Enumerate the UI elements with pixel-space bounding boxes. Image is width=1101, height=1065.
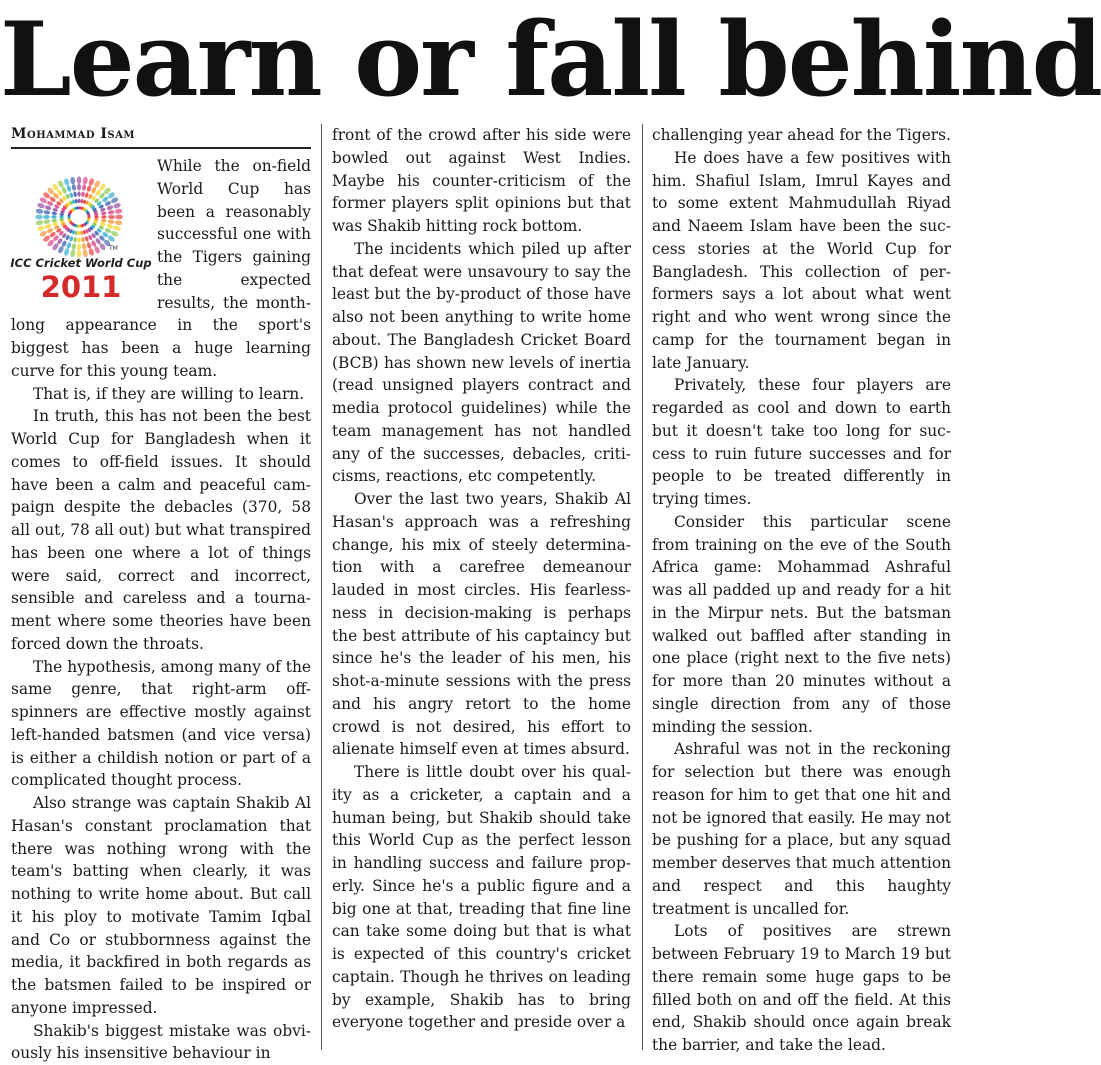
article-paragraph: Shakib's biggest mistake was obviously his insensitive behaviour in: [11, 1020, 311, 1065]
article-paragraph: There is little doubt over his quality as a cricketer, a captain and a human being, but Shakib should take this World Cup as the perfect lesson in handling success and failure properly. Since he's a public figure and a big one at that, treading that fine line can take some doing but that is what is expected of this country's cricket captain. Though he thrives on leading by example, Shakib has to bring everyone together and preside over a: [332, 761, 631, 1034]
article-column-3: [652, 124, 951, 1050]
world-cup-logo: [11, 155, 151, 305]
article-paragraph: Ashraful was not in the reckoning for selection but there was enough reason for him to get that one hit and not be ignored that easily. He may not be pushing for a place, but any squad member deserves that much attention and respect and this haughty treatment is uncalled for.: [652, 738, 951, 920]
article-paragraph: In truth, this has not been the best World Cup for Bangladesh when it comes to off-field issues. It should have been a calm and peaceful campaign despite the debacles (370, 58 all out, 78 all out) but what transpired has been one where a lot of things were said, correct and incorrect, sensible and careless and a tournament where some theories have been forced down the throats.: [11, 405, 311, 655]
logo-caption: ICC Cricket World Cup: [10, 256, 151, 270]
article-paragraph: While the on-field World Cup has been a reasonably successful one with the Tigers gaining the expected results, the month-long appearance in the sport's biggest has been a huge learning curve for this young team.: [11, 155, 311, 383]
article-paragraph: Lots of positives are strewn between February 19 to March 19 but there remain some huge gaps to be filled both on and off the field. At this end, Shakib should once again break the barrier, and take the lead.: [652, 920, 951, 1057]
article-paragraph: That is, if they are willing to learn.: [11, 383, 311, 406]
logo-year: 2011: [41, 270, 122, 304]
article-paragraph: Also strange was captain Shakib Al Hasan's constant proclamation that there was nothing wrong with the team's batting when clearly, it was nothing to write home about. But call it his ploy to motivate Tamim Iqbal and Co or stubbornness against the media, it backfired in both regards as the batsmen failed to be inspired or anyone impressed.: [11, 792, 311, 1020]
article-paragraph: challenging year ahead for the Tigers.: [652, 124, 951, 147]
article-paragraph: The incidents which piled up after that defeat were unsavoury to say the least but the by-product of those have also not been anything to write home about. The Bangladesh Cricket Board (BCB) has shown new levels of inertia (read unsigned players contract and media protocol guidelines) while the team management has not handled any of the successes, debacles, criticisms, reactions, etc competently.: [332, 238, 631, 488]
headline: Learn or fall behind: [0, 0, 954, 120]
article-paragraph: Consider this particular scene from training on the eve of the South Africa game: Mohammad Ashraful was all padded up and ready for a hit in the Mirpur nets. But the batsman walked out baffled after standing in one place (right next to the five nets) for more than 20 minutes without a single direction from any of those minding the session.: [652, 511, 951, 739]
article-column-2: [332, 124, 631, 1050]
article-paragraph: Over the last two years, Shakib Al Hasan's approach was a refreshing change, his mix of steely determination with a carefree demeanour lauded in most circles. His fearlessness in decision-making is perhaps the best attribute of his captaincy but since he's the leader of his men, his shot-a-minute sessions with the press and his angry retort to the home crowd is not desired, his effort to alienate himself even at times absurd.: [332, 488, 631, 761]
article-paragraph: Privately, these four players are regarded as cool and down to earth but it doesn't take too long for success to ruin future successes and for people to be treated differently in trying times.: [652, 374, 951, 511]
column-divider: [321, 124, 322, 1050]
article-paragraph: The hypothesis, among many of the same genre, that right-arm off-spinners are effective mostly against left-handed batsmen (and vice versa) is either a childish notion or part of a complicated thought process.: [11, 656, 311, 793]
logo-trademark: TM: [108, 245, 118, 252]
article-paragraph: He does have a few positives with him. Shafiul Islam, Imrul Kayes and to some extent Mahmudullah Riyad and Naeem Islam have been the success stories at the World Cup for Bangladesh. This collection of performers says a lot about what went right and who went wrong since the camp for the tournament began in late January.: [652, 147, 951, 375]
column-divider: [642, 124, 643, 1050]
byline: Mohammad Isam: [11, 124, 311, 149]
article-column-1: [11, 124, 311, 1050]
article-paragraph: front of the crowd after his side were bowled out against West Indies. Maybe his counter-criticism of the former players split opinions but that was Shakib hitting rock bottom.: [332, 124, 631, 238]
